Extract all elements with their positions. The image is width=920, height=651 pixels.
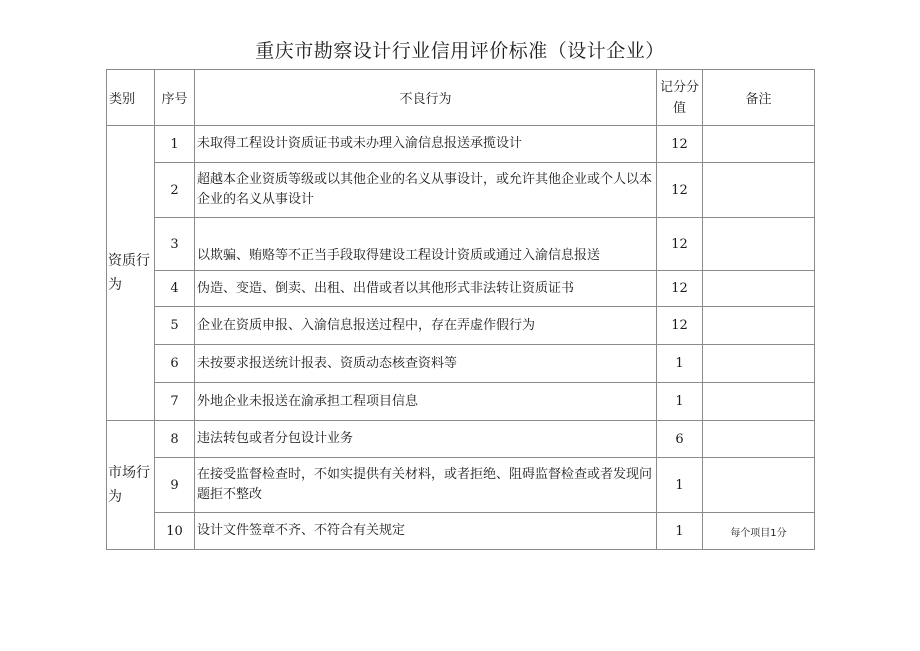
row-behavior: 未按要求报送统计报表、资质动态核查资料等 xyxy=(195,345,657,383)
row-note xyxy=(703,383,815,421)
table-row xyxy=(107,271,815,307)
row-behavior: 未取得工程设计资质证书或未办理入渝信息报送承揽设计 xyxy=(195,126,657,163)
table-row xyxy=(107,513,815,550)
row-behavior: 企业在资质申报、入渝信息报送过程中，存在弄虚作假行为 xyxy=(195,307,657,345)
row-seq: 7 xyxy=(155,383,195,421)
row-seq: 9 xyxy=(155,458,195,513)
table-row xyxy=(107,345,815,383)
row-score: 12 xyxy=(657,307,703,345)
row-behavior: 超越本企业资质等级或以其他企业的名义从事设计，或允许其他企业或个人以本企业的名义从事设计 xyxy=(195,163,657,218)
row-seq: 5 xyxy=(155,307,195,345)
category-qualification: 资质行为 xyxy=(107,126,155,421)
row-score: 12 xyxy=(657,163,703,218)
row-note xyxy=(703,271,815,307)
row-note xyxy=(703,163,815,218)
row-behavior: 伪造、变造、倒卖、出租、出借或者以其他形式非法转让资质证书 xyxy=(195,271,657,307)
row-note xyxy=(703,458,815,513)
row-note xyxy=(703,218,815,271)
row-score: 1 xyxy=(657,383,703,421)
header-seq: 序号 xyxy=(155,70,195,126)
row-seq: 8 xyxy=(155,421,195,458)
row-behavior: 以欺骗、贿赂等不正当手段取得建设工程设计资质或通过入渝信息报送 xyxy=(195,218,657,271)
row-score: 1 xyxy=(657,458,703,513)
header-score: 记分分值 xyxy=(657,70,703,126)
table-header-row xyxy=(107,70,815,126)
category-market: 市场行为 xyxy=(107,421,155,550)
row-seq: 6 xyxy=(155,345,195,383)
row-seq: 4 xyxy=(155,271,195,307)
table-row xyxy=(107,458,815,513)
table-row xyxy=(107,421,815,458)
row-note xyxy=(703,345,815,383)
row-score: 12 xyxy=(657,271,703,307)
table-row xyxy=(107,126,815,163)
row-behavior: 设计文件签章不齐、不符合有关规定 xyxy=(195,513,657,550)
row-score: 1 xyxy=(657,345,703,383)
row-score: 6 xyxy=(657,421,703,458)
row-seq: 10 xyxy=(155,513,195,550)
row-score: 12 xyxy=(657,126,703,163)
table-row xyxy=(107,307,815,345)
row-seq: 1 xyxy=(155,126,195,163)
credit-evaluation-table xyxy=(106,69,815,550)
table-row xyxy=(107,383,815,421)
row-seq: 3 xyxy=(155,218,195,271)
row-behavior: 在接受监督检查时，不如实提供有关材料，或者拒绝、阻碍监督检查或者发现问题拒不整改 xyxy=(195,458,657,513)
row-note xyxy=(703,307,815,345)
row-seq: 2 xyxy=(155,163,195,218)
row-behavior: 违法转包或者分包设计业务 xyxy=(195,421,657,458)
row-note xyxy=(703,421,815,458)
page-title: 重庆市勘察设计行业信用评价标准（设计企业） xyxy=(255,40,665,62)
table-row xyxy=(107,163,815,218)
row-behavior: 外地企业未报送在渝承担工程项目信息 xyxy=(195,383,657,421)
header-category: 类别 xyxy=(107,70,155,126)
header-note: 备注 xyxy=(703,70,815,126)
row-score: 1 xyxy=(657,513,703,550)
header-behavior: 不良行为 xyxy=(195,70,657,126)
row-note xyxy=(703,126,815,163)
row-note: 每个项目1分 xyxy=(703,513,815,550)
row-score: 12 xyxy=(657,218,703,271)
table-row xyxy=(107,218,815,271)
